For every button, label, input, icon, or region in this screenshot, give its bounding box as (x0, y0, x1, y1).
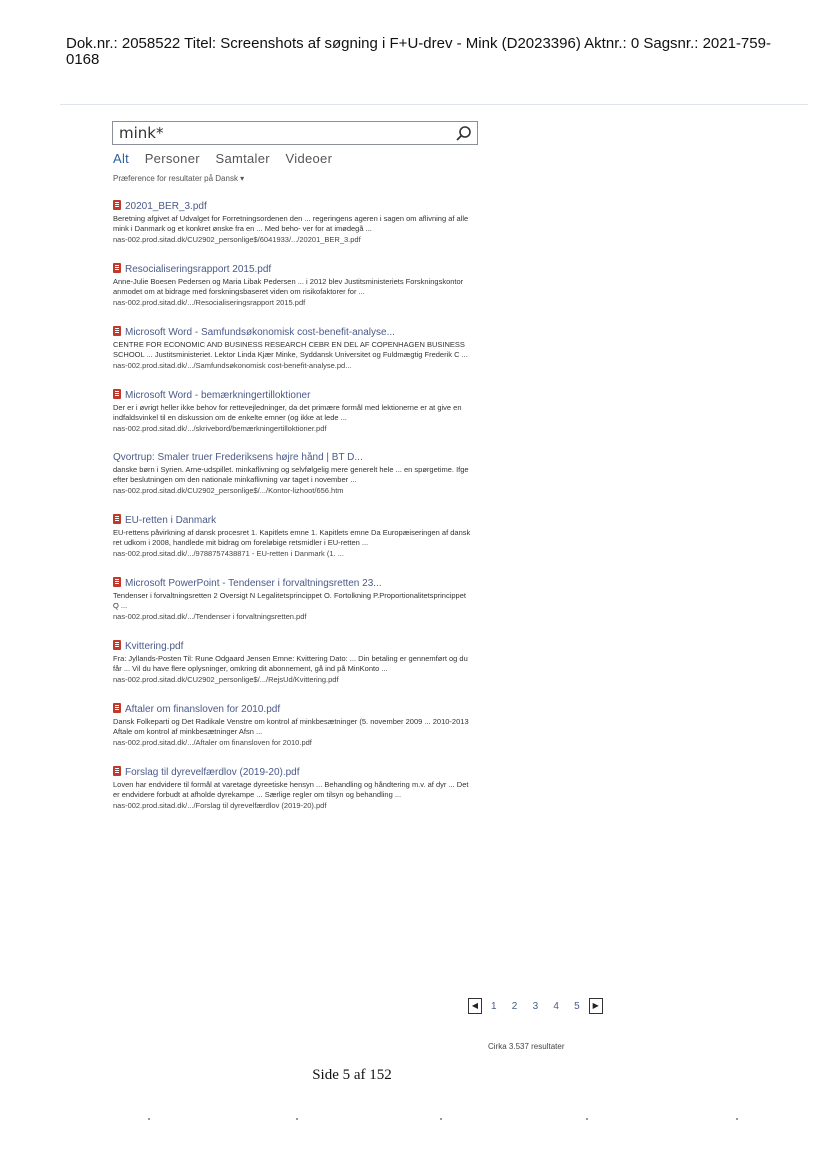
result-item (113, 766, 473, 811)
result-item (113, 577, 473, 622)
result-title[interactable]: 20201_BER_3.pdf (125, 201, 207, 212)
result-url: nas-002.prod.sitad.dk/CU2902_personlige$/.../RejsUd/Kvittering.pdf (113, 675, 339, 684)
result-title[interactable]: Microsoft Word - bemærkningertilloktioner (125, 390, 311, 401)
result-item (113, 452, 473, 496)
pdf-icon (113, 200, 121, 210)
result-snippet: Der er i øvrigt heller ikke behov for rettevejledninger, da det primære formål med lektionerne er at give en indfaldsvinkel til en diskussion om de enkelte emner (og ikke at lede ... (113, 403, 462, 422)
result-item (113, 389, 473, 434)
result-title[interactable]: Kvittering.pdf (125, 641, 184, 652)
page-link-3[interactable]: 3 (532, 1000, 539, 1012)
result-title[interactable]: Microsoft Word - Samfundsøkonomisk cost-benefit-analyse... (125, 327, 395, 338)
tab-videoer[interactable]: Videoer (285, 151, 333, 166)
result-title[interactable]: Forslag til dyrevelfærdlov (2019-20).pdf (125, 767, 300, 778)
language-preference[interactable]: Præference for resultater på Dansk ▾ (113, 174, 245, 183)
result-snippet: CENTRE FOR ECONOMIC AND BUSINESS RESEARCH CEBR EN DEL AF COPENHAGEN BUSINESS SCHOOL ... Justitsministeriet. Lektor Linda Kjær Minke, Syddansk Universitet og Fuldmægtig Frederik C ... (113, 340, 468, 359)
result-title-link[interactable] (113, 389, 473, 402)
scan-speck (296, 1118, 298, 1120)
result-url: nas-002.prod.sitad.dk/CU2902_personlige$/6041933/.../20201_BER_3.pdf (113, 235, 361, 244)
result-url: nas-002.prod.sitad.dk/.../Tendenser i forvaltningsretten.pdf (113, 612, 307, 621)
result-title-link[interactable] (113, 766, 473, 779)
page-link-4[interactable]: 4 (553, 1000, 559, 1012)
search-tabs (113, 151, 344, 166)
result-url: nas-002.prod.sitad.dk/.../skrivebord/bemærkningertilloktioner.pdf (113, 424, 327, 433)
result-title-link[interactable] (113, 326, 473, 339)
document-header: Dok.nr.: 2058522 Titel: Screenshots af søgning i F+U-drev - Mink (D2023396) Aktnr.: 0 Sagsnr.: 2021-759-0168 (66, 35, 771, 68)
next-page-button[interactable]: ▶ (589, 998, 603, 1014)
pdf-icon (113, 389, 121, 399)
pdf-icon (113, 263, 121, 273)
result-url: nas-002.prod.sitad.dk/.../Forslag til dyrevelfærdlov (2019-20).pdf (113, 801, 327, 810)
result-count: Cirka 3.537 resultater (488, 1042, 565, 1051)
result-title[interactable]: Microsoft PowerPoint - Tendenser i forvaltningsretten 23... (125, 578, 382, 589)
result-title[interactable]: Aftaler om finansloven for 2010.pdf (125, 704, 281, 715)
pdf-icon (113, 514, 121, 524)
result-snippet: Beretning afgivet af Udvalget for Forretningsordenen den ... regeringens ageren i sagen om aflivning af alle mink i Danmark og et konkret ønske fra en ... Med beho- ver for at imødegå ... (113, 214, 469, 233)
pdf-icon (113, 326, 121, 336)
search-icon[interactable] (455, 125, 472, 142)
result-url: nas-002.prod.sitad.dk/.../Aftaler om finansloven for 2010.pdf (113, 738, 312, 747)
tab-alt[interactable]: Alt (113, 151, 130, 166)
result-snippet: Anne-Julie Boesen Pedersen og Maria Libak Pedersen ... i 2012 blev Justitsministeriets Forskningskontor anmodet om at bidrage med forskningsbaseret viden om risikofaktorer for ... (113, 277, 464, 296)
result-url: nas-002.prod.sitad.dk/.../Resocialiseringsrapport 2015.pdf (113, 298, 306, 307)
tab-samtaler[interactable]: Samtaler (215, 151, 270, 166)
result-title-link[interactable] (113, 452, 473, 464)
result-title-link[interactable] (113, 703, 473, 716)
search-input[interactable]: mink* (119, 124, 164, 142)
scan-speck (736, 1118, 738, 1120)
result-title[interactable]: Resocialiseringsrapport 2015.pdf (125, 264, 272, 275)
result-title-link[interactable] (113, 577, 473, 590)
divider (60, 104, 808, 105)
pdf-icon (113, 640, 121, 650)
pdf-icon (113, 703, 121, 713)
result-item (113, 514, 473, 559)
result-item (113, 263, 473, 308)
result-item (113, 703, 473, 748)
result-snippet: EU-rettens påvirkning af dansk procesret 1. Kapitlets emne 1. Kapitlets emne Da Europæiseringen af dansk ret udkom i 2008, handlede mit bidrag om foreløbige retsmidler i EU-retten ... (113, 528, 471, 547)
result-snippet: Fra: Jyllands-Posten Til: Rune Odgaard Jensen Emne: Kvittering Dato: ... Din betaling er gennemført og du får ... Vil du have flere oplysninger, omkring dit abonnement, gå ind på MinKonto ... (113, 654, 468, 673)
result-title-link[interactable] (113, 263, 473, 276)
result-title[interactable]: Qvortrup: Smaler truer Frederiksens højre hånd | BT D... (113, 452, 363, 463)
page-number: Side 5 af 152 (312, 1067, 392, 1083)
scan-speck (148, 1118, 150, 1120)
scan-speck (586, 1118, 588, 1120)
result-snippet: Dansk Folkeparti og Det Radikale Venstre om kontrol af minkbesætninger (5. november 2009 ... 2010-2013 Aftale om kontrol af minkbesætninger Afsn ... (113, 717, 469, 736)
result-title[interactable]: EU-retten i Danmark (125, 515, 217, 526)
pagination (468, 998, 603, 1016)
result-snippet: Loven har endvidere til formål at varetage dyreetiske hensyn ... Behandling og håndtering m.v. af dyr ... Det er endvidere forbudt at afholde dyrekampe ... Særlige regler om tilsyn og behandling ... (113, 780, 469, 799)
result-item (113, 640, 473, 685)
result-snippet: Tendenser i forvaltningsretten 2 Oversigt N Legalitetsprincippet O. Fortolkning P.Proportionalitetsprincippet Q ... (113, 591, 466, 610)
search-box[interactable] (112, 121, 478, 145)
result-item (113, 326, 473, 371)
result-list (113, 200, 473, 829)
pdf-icon (113, 577, 121, 587)
result-item (113, 200, 473, 245)
result-url: nas-002.prod.sitad.dk/CU2902_personlige$/.../Kontor-lizhoot/656.htm (113, 486, 344, 495)
result-url: nas-002.prod.sitad.dk/.../Samfundsøkonomisk cost-benefit-analyse.pd... (113, 361, 352, 370)
page-link-2[interactable]: 2 (511, 1000, 518, 1012)
result-url: nas-002.prod.sitad.dk/.../9788757438871 - EU-retten i Danmark (1. ... (113, 549, 344, 558)
result-title-link[interactable] (113, 640, 473, 653)
pdf-icon (113, 766, 121, 776)
result-snippet: danske børn i Syrien. Arne-udspillet. minkaflivning og selvfølgelig mere generelt hele ... en spørgetime. Ifge efter beslutningen om den nationale minkaflivning var taget i november ... (113, 465, 469, 484)
tab-personer[interactable]: Personer (144, 151, 200, 166)
prev-page-button[interactable]: ◀ (468, 998, 482, 1014)
result-title-link[interactable] (113, 514, 473, 527)
page-link-5[interactable]: 5 (574, 1000, 580, 1012)
result-title-link[interactable] (113, 200, 473, 213)
scan-speck (440, 1118, 442, 1120)
page-link-1[interactable]: 1 (491, 1000, 497, 1012)
